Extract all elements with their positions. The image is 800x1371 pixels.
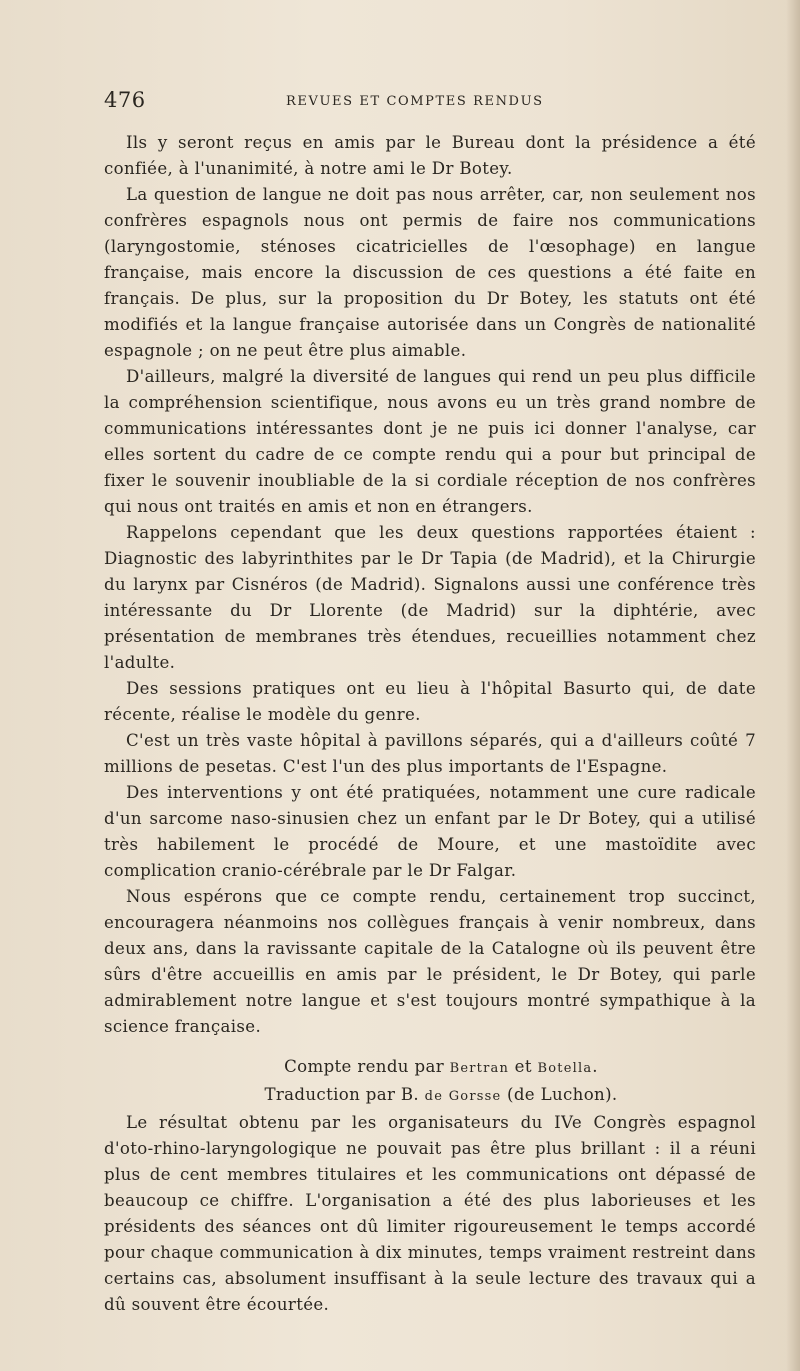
paragraph: Ils y seront reçus en amis par le Bureau dont la présidence a été confiée, à l'unanimité, à notre ami le Dr Botey. bbox=[104, 133, 756, 178]
translation-credit-line bbox=[104, 1082, 756, 1110]
author-name: Botella bbox=[537, 1061, 593, 1076]
page-edge-shadow bbox=[786, 0, 800, 1371]
paragraph: Nous espérons que ce compte rendu, certainement trop succinct, encouragera néanmoins nos collègues français à venir nombreux, dans deux ans, dans la ravissante capitale de la Catalogne où ils peuvent être sûrs d'être accueillis en amis par le président, le Dr Botey, qui parle admirablement notre langue et s'est toujours montré sympathique à la science française. bbox=[104, 887, 756, 1036]
translator-place: (de Luchon). bbox=[507, 1085, 618, 1104]
translator-initial: B. bbox=[400, 1085, 420, 1104]
translator-particle: de bbox=[424, 1089, 444, 1104]
translation-prefix: Traduction par bbox=[264, 1085, 396, 1104]
closing-paragraph: Le résultat obtenu par les organisateurs du IVe Congrès espagnol d'oto-rhino-laryngologique ne pouvait pas être plus brillant : il a réuni plus de cent membres titulaires et les communications ont dépassé de beaucoup ce chiffre. L'organisation a été des plus laborieuses et les présidents des séances ont dû limiter rigoureusement le temps accordé pour chaque communication à dix minutes, temps vraiment restreint dans certains cas, absolument insuffisant à la seule lecture des travaux qui a dû souvent être écourtée. bbox=[104, 1113, 756, 1314]
page-header bbox=[104, 88, 754, 118]
paragraph: C'est un très vaste hôpital à pavillons séparés, qui a d'ailleurs coûté 7 millions de pesetas. C'est l'un des plus importants de l'Espagne. bbox=[104, 731, 756, 776]
credit-prefix: Compte rendu par bbox=[284, 1057, 444, 1076]
paragraph: Des interventions y ont été pratiquées, notamment une cure radicale d'un sarcome naso-sinusien chez un enfant par le Dr Botey, qui a utilisé très habilement le procédé de Moure, et une mastoïdite avec complication cranio-cérébrale par le Dr Falgar. bbox=[104, 783, 756, 880]
author-name: Bertran bbox=[449, 1061, 510, 1076]
paragraph: Des sessions pratiques ont eu lieu à l'hôpital Basurto qui, de date récente, réalise le modèle du genre. bbox=[104, 679, 756, 724]
report-credit-line: Compte rendu par Bertran et Botella. bbox=[284, 1057, 598, 1076]
page-number: 476 bbox=[104, 88, 146, 112]
paragraph: D'ailleurs, malgré la diversité de langues qui rend un peu plus difficile la compréhension scientifique, nous avons eu un très grand nombre de communications intéressantes dont je ne puis ici donner l'analyse, car elles sortent du cadre de ce compte rendu qui a pour but principal de fixer le souvenir inoubliable de la si cordiale réception de nos confrères qui nous ont traités en amis et non en étrangers. bbox=[104, 367, 756, 516]
translator-name: Gorsse bbox=[448, 1089, 502, 1104]
paragraph: La question de langue ne doit pas nous arrêter, car, non seulement nos confrères espagnols nous ont permis de faire nos communications (laryngostomie, sténoses cicatricielles de l'œsophage) en langue française, mais encore la discussion de ces questions a été faite en français. De plus, sur la proposition du Dr Botey, les statuts ont été modifiés et la langue française autorisée dans un Congrès de nationalité espagnole ; on ne peut être plus aimable. bbox=[104, 185, 756, 360]
running-head: REVUES ET COMPTES RENDUS bbox=[286, 94, 544, 109]
paragraph: Rappelons cependant que les deux questions rapportées étaient : Diagnostic des labyrinthites par le Dr Tapia (de Madrid), et la Chirurgie du larynx par Cisnéros (de Madrid). Signalons aussi une conférence très intéressante du Dr Llorente (de Madrid) sur la diphtérie, avec présentation de membranes très étendues, recueillies notamment chez l'adulte. bbox=[104, 523, 756, 672]
credit-conjunction: et bbox=[514, 1057, 532, 1076]
article-body bbox=[104, 130, 756, 1318]
